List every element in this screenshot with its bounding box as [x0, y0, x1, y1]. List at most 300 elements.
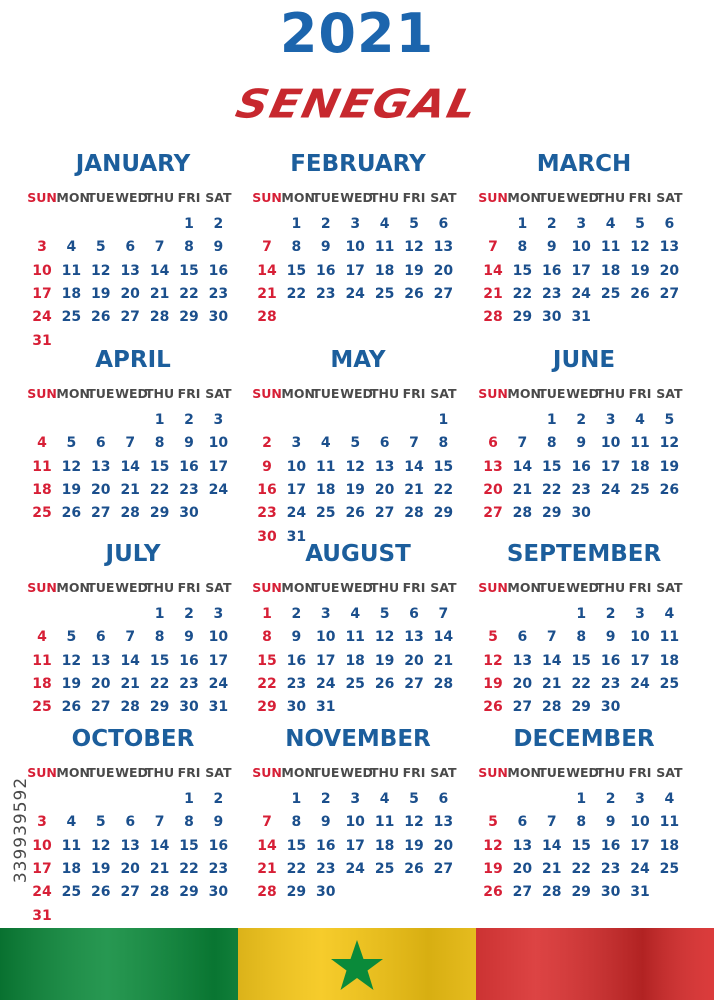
weekday-sun: SUN — [27, 386, 57, 401]
day-cell: 24 — [345, 285, 365, 302]
day-cell: 21 — [257, 285, 277, 302]
day-cell: 2 — [546, 216, 557, 232]
day-cell: 21 — [512, 481, 533, 498]
day-cell: 3 — [213, 606, 224, 622]
day-cell: 18 — [374, 262, 395, 279]
day-cell: 9 — [320, 239, 331, 256]
day-cell: 24 — [571, 285, 591, 302]
day-cell: 7 — [409, 435, 419, 452]
weekday-tue: TUE — [538, 580, 566, 595]
weekday-thu: THU — [145, 765, 175, 780]
day-cell: 20 — [433, 837, 454, 854]
day-cell: 31 — [32, 332, 52, 349]
day-cell: 9 — [546, 239, 557, 256]
day-cell: 13 — [120, 837, 140, 854]
day-cell: 8 — [184, 239, 194, 256]
day-cell: 4 — [379, 791, 390, 807]
day-cell: 6 — [517, 629, 528, 646]
month-name: MAY — [330, 347, 386, 373]
weekday-tue: TUE — [87, 580, 115, 595]
day-cell: 19 — [374, 652, 395, 669]
day-cell: 28 — [483, 309, 503, 326]
day-cell: 15 — [571, 837, 591, 854]
weekday-mon: MON — [507, 190, 541, 205]
day-cell: 4 — [664, 606, 675, 622]
day-cell: 10 — [571, 239, 591, 256]
day-cell: 18 — [345, 652, 365, 669]
weekday-mon: MON — [56, 190, 90, 205]
weekday-thu: THU — [370, 386, 400, 401]
day-cell: 27 — [433, 860, 454, 877]
day-cell: 1 — [291, 216, 302, 232]
day-cell: 19 — [483, 860, 503, 877]
day-cell: 8 — [546, 435, 557, 452]
day-cell: 6 — [517, 814, 528, 831]
day-cell: 6 — [95, 629, 106, 646]
day-cell: 22 — [286, 285, 307, 302]
day-cell: 28 — [433, 675, 454, 692]
day-cell: 29 — [257, 699, 277, 716]
weekday-fri: FRI — [628, 386, 652, 401]
senegal-flag — [0, 928, 714, 1000]
day-cell: 24 — [32, 884, 52, 901]
day-cell: 2 — [213, 791, 224, 807]
day-cell: 6 — [488, 435, 498, 452]
day-cell: 15 — [433, 458, 454, 475]
weekday-sat: SAT — [430, 190, 457, 205]
weekday-fri: FRI — [628, 765, 652, 780]
day-cell: 12 — [659, 435, 680, 452]
day-cell: 31 — [32, 907, 52, 924]
day-cell: 28 — [512, 505, 533, 522]
day-cell: 11 — [374, 239, 395, 256]
day-cell: 30 — [286, 699, 307, 716]
day-cell: 18 — [659, 837, 680, 854]
day-cell: 21 — [120, 675, 140, 692]
day-cell: 1 — [576, 791, 587, 807]
day-cell: 12 — [483, 837, 503, 854]
weekday-sat: SAT — [656, 765, 683, 780]
day-cell: 15 — [286, 262, 307, 279]
day-cell: 23 — [316, 860, 336, 877]
day-cell: 26 — [61, 505, 82, 522]
day-cell: 16 — [257, 481, 277, 498]
weekday-sat: SAT — [205, 190, 232, 205]
weekday-thu: THU — [596, 580, 626, 595]
weekday-sun: SUN — [478, 190, 508, 205]
day-cell: 12 — [483, 652, 503, 669]
day-cell: 5 — [635, 216, 645, 232]
day-cell: 16 — [208, 262, 229, 279]
day-cell: 11 — [316, 458, 336, 475]
day-cell: 5 — [409, 791, 419, 807]
month-name: FEBRUARY — [290, 151, 426, 177]
day-cell: 14 — [120, 458, 140, 475]
day-cell: 26 — [404, 860, 424, 877]
weekday-wed: WED — [115, 580, 148, 595]
weekday-mon: MON — [281, 190, 315, 205]
weekday-thu: THU — [145, 386, 175, 401]
day-cell: 11 — [61, 837, 82, 854]
day-cell: 22 — [512, 285, 533, 302]
day-cell: 9 — [605, 814, 616, 831]
day-cell: 21 — [433, 652, 454, 669]
day-cell: 14 — [149, 262, 170, 279]
day-cell: 1 — [154, 606, 165, 622]
weekday-sun: SUN — [27, 190, 57, 205]
day-cell: 13 — [433, 239, 454, 256]
day-cell: 5 — [488, 814, 498, 831]
day-cell: 15 — [257, 652, 277, 669]
day-cell: 19 — [91, 285, 111, 302]
day-cell: 13 — [91, 652, 111, 669]
day-cell: 8 — [438, 435, 449, 452]
day-cell: 18 — [316, 481, 336, 498]
weekday-fri: FRI — [177, 580, 201, 595]
weekday-sun: SUN — [27, 765, 57, 780]
day-cell: 6 — [379, 435, 390, 452]
day-cell: 10 — [32, 837, 52, 854]
weekday-tue: TUE — [538, 386, 566, 401]
day-cell: 28 — [120, 505, 140, 522]
day-cell: 23 — [571, 481, 591, 498]
weekday-wed: WED — [566, 386, 599, 401]
weekday-wed: WED — [566, 580, 599, 595]
day-cell: 19 — [345, 481, 365, 498]
day-cell: 17 — [630, 837, 650, 854]
weekday-mon: MON — [281, 386, 315, 401]
day-cell: 19 — [630, 262, 650, 279]
weekday-wed: WED — [566, 765, 599, 780]
day-cell: 29 — [542, 505, 562, 522]
weekday-sat: SAT — [656, 190, 683, 205]
day-cell: 13 — [433, 814, 454, 831]
day-cell: 18 — [659, 652, 680, 669]
day-cell: 7 — [262, 239, 272, 256]
day-cell: 25 — [374, 860, 395, 877]
day-cell: 12 — [61, 652, 82, 669]
day-cell: 7 — [546, 814, 557, 831]
day-cell: 19 — [404, 837, 424, 854]
day-cell: 8 — [154, 629, 165, 646]
weekday-thu: THU — [596, 386, 626, 401]
day-cell: 15 — [179, 262, 199, 279]
weekday-wed: WED — [340, 580, 373, 595]
country-title: SENEGAL — [231, 81, 483, 128]
weekday-mon: MON — [56, 580, 90, 595]
day-cell: 27 — [512, 699, 533, 716]
weekday-mon: MON — [281, 765, 315, 780]
day-cell: 19 — [61, 481, 82, 498]
day-cell: 6 — [664, 216, 675, 232]
weekday-fri: FRI — [628, 190, 652, 205]
day-cell: 10 — [600, 435, 621, 452]
day-cell: 16 — [316, 837, 336, 854]
day-cell: 5 — [95, 239, 106, 256]
day-cell: 3 — [37, 814, 47, 831]
day-cell: 29 — [286, 884, 307, 901]
weekday-sun: SUN — [252, 765, 282, 780]
day-cell: 25 — [61, 884, 82, 901]
day-cell: 5 — [66, 435, 77, 452]
day-cell: 25 — [61, 309, 82, 326]
day-cell: 20 — [374, 481, 395, 498]
day-cell: 10 — [630, 814, 650, 831]
day-cell: 4 — [379, 216, 390, 232]
day-cell: 18 — [600, 262, 621, 279]
day-cell: 11 — [374, 814, 395, 831]
day-cell: 11 — [600, 239, 621, 256]
month-name: DECEMBER — [513, 726, 655, 752]
day-cell: 5 — [350, 435, 361, 452]
day-cell: 30 — [257, 528, 277, 545]
day-cell: 20 — [91, 675, 111, 692]
day-cell: 29 — [512, 309, 533, 326]
day-cell: 17 — [208, 652, 229, 669]
day-cell: 1 — [184, 791, 194, 807]
day-cell: 20 — [404, 652, 424, 669]
day-cell: 5 — [488, 629, 498, 646]
day-cell: 18 — [32, 481, 52, 498]
weekday-thu: THU — [370, 580, 400, 595]
day-cell: 18 — [32, 675, 52, 692]
day-cell: 6 — [409, 606, 419, 622]
weekday-sat: SAT — [205, 580, 232, 595]
day-cell: 2 — [320, 216, 331, 232]
weekday-wed: WED — [115, 190, 148, 205]
day-cell: 25 — [32, 505, 52, 522]
day-cell: 6 — [125, 814, 136, 831]
day-cell: 31 — [208, 699, 229, 716]
day-cell: 7 — [154, 239, 165, 256]
day-cell: 3 — [37, 239, 47, 256]
day-cell: 3 — [635, 606, 645, 622]
day-cell: 5 — [409, 216, 419, 232]
weekday-thu: THU — [145, 190, 175, 205]
weekday-thu: THU — [145, 580, 175, 595]
day-cell: 8 — [291, 239, 302, 256]
day-cell: 20 — [91, 481, 111, 498]
day-cell: 26 — [404, 285, 424, 302]
day-cell: 11 — [32, 652, 52, 669]
weekday-wed: WED — [340, 386, 373, 401]
day-cell: 16 — [179, 652, 199, 669]
weekday-tue: TUE — [312, 386, 340, 401]
day-cell: 20 — [483, 481, 503, 498]
weekday-wed: WED — [115, 765, 148, 780]
day-cell: 11 — [630, 435, 650, 452]
day-cell: 2 — [576, 412, 587, 428]
day-cell: 17 — [345, 837, 365, 854]
day-cell: 3 — [291, 435, 302, 452]
day-cell: 2 — [184, 606, 194, 622]
day-cell: 7 — [488, 239, 498, 256]
day-cell: 10 — [630, 629, 650, 646]
day-cell: 17 — [571, 262, 591, 279]
day-cell: 23 — [316, 285, 336, 302]
day-cell: 15 — [512, 262, 533, 279]
day-cell: 6 — [95, 435, 106, 452]
weekday-sun: SUN — [252, 580, 282, 595]
weekday-sat: SAT — [205, 765, 232, 780]
day-cell: 4 — [66, 239, 77, 256]
day-cell: 21 — [542, 675, 562, 692]
weekday-sat: SAT — [430, 580, 457, 595]
weekday-fri: FRI — [402, 580, 426, 595]
day-cell: 19 — [659, 458, 680, 475]
day-cell: 3 — [576, 216, 587, 232]
day-cell: 24 — [316, 675, 336, 692]
day-cell: 15 — [542, 458, 562, 475]
weekday-tue: TUE — [312, 765, 340, 780]
day-cell: 27 — [91, 505, 111, 522]
day-cell: 14 — [483, 262, 503, 279]
day-cell: 13 — [483, 458, 503, 475]
day-cell: 28 — [257, 884, 277, 901]
day-cell: 5 — [66, 629, 77, 646]
day-cell: 15 — [149, 458, 170, 475]
day-cell: 1 — [184, 216, 194, 232]
day-cell: 22 — [433, 481, 454, 498]
day-cell: 22 — [571, 860, 591, 877]
day-cell: 18 — [61, 285, 82, 302]
month-name: SEPTEMBER — [506, 541, 662, 567]
day-cell: 10 — [286, 458, 307, 475]
day-cell: 23 — [179, 675, 199, 692]
day-cell: 13 — [404, 629, 424, 646]
day-cell: 6 — [125, 239, 136, 256]
day-cell: 9 — [184, 629, 194, 646]
day-cell: 27 — [91, 699, 111, 716]
day-cell: 15 — [149, 652, 170, 669]
day-cell: 14 — [542, 837, 562, 854]
weekday-sat: SAT — [430, 386, 457, 401]
day-cell: 3 — [350, 791, 361, 807]
day-cell: 20 — [120, 860, 140, 877]
year-title: 2021 — [279, 2, 435, 65]
day-cell: 28 — [404, 505, 424, 522]
day-cell: 22 — [149, 675, 170, 692]
day-cell: 27 — [659, 285, 680, 302]
day-cell: 14 — [120, 652, 140, 669]
weekday-tue: TUE — [312, 190, 340, 205]
weekday-sat: SAT — [656, 580, 683, 595]
day-cell: 11 — [659, 629, 680, 646]
day-cell: 25 — [374, 285, 395, 302]
day-cell: 28 — [149, 884, 170, 901]
day-cell: 27 — [374, 505, 395, 522]
weekday-fri: FRI — [177, 386, 201, 401]
day-cell: 27 — [433, 285, 454, 302]
day-cell: 24 — [600, 481, 621, 498]
day-cell: 12 — [404, 814, 424, 831]
weekday-fri: FRI — [402, 386, 426, 401]
day-cell: 16 — [208, 837, 229, 854]
day-cell: 14 — [149, 837, 170, 854]
watermark — [6, 760, 30, 920]
day-cell: 10 — [316, 629, 336, 646]
day-cell: 25 — [630, 481, 650, 498]
weekday-sun: SUN — [478, 386, 508, 401]
day-cell: 14 — [257, 837, 277, 854]
day-cell: 23 — [208, 860, 229, 877]
weekday-mon: MON — [507, 580, 541, 595]
day-cell: 26 — [630, 285, 650, 302]
watermark-id: 339939592 — [11, 776, 31, 884]
weekday-thu: THU — [370, 190, 400, 205]
weekday-wed: WED — [340, 765, 373, 780]
weekday-sat: SAT — [205, 386, 232, 401]
day-cell: 31 — [630, 884, 650, 901]
day-cell: 9 — [184, 435, 194, 452]
day-cell: 26 — [483, 699, 503, 716]
day-cell: 12 — [91, 837, 111, 854]
day-cell: 19 — [404, 262, 424, 279]
day-cell: 4 — [664, 791, 675, 807]
month-name: MARCH — [536, 151, 632, 177]
day-cell: 19 — [61, 675, 82, 692]
weekday-mon: MON — [507, 765, 541, 780]
day-cell: 25 — [32, 699, 52, 716]
day-cell: 22 — [571, 675, 591, 692]
day-cell: 16 — [316, 262, 336, 279]
day-cell: 15 — [179, 837, 199, 854]
day-cell: 21 — [120, 481, 140, 498]
day-cell: 22 — [149, 481, 170, 498]
day-cell: 6 — [438, 216, 449, 232]
day-cell: 7 — [517, 435, 528, 452]
weekday-fri: FRI — [177, 765, 201, 780]
day-cell: 9 — [213, 814, 224, 831]
day-cell: 23 — [600, 860, 621, 877]
day-cell: 7 — [125, 435, 136, 452]
day-cell: 26 — [91, 309, 111, 326]
day-cell: 25 — [345, 675, 365, 692]
day-cell: 10 — [345, 239, 365, 256]
day-cell: 9 — [605, 629, 616, 646]
day-cell: 20 — [512, 860, 533, 877]
day-cell: 20 — [120, 285, 140, 302]
weekday-sat: SAT — [430, 765, 457, 780]
day-cell: 24 — [286, 505, 307, 522]
day-cell: 15 — [571, 652, 591, 669]
day-cell: 28 — [120, 699, 140, 716]
day-cell: 3 — [605, 412, 616, 428]
day-cell: 31 — [571, 309, 591, 326]
weekday-fri: FRI — [402, 190, 426, 205]
day-cell: 4 — [37, 629, 47, 646]
day-cell: 10 — [208, 629, 229, 646]
day-cell: 20 — [659, 262, 680, 279]
day-cell: 11 — [61, 262, 82, 279]
day-cell: 1 — [262, 606, 272, 622]
day-cell: 21 — [404, 481, 424, 498]
day-cell: 18 — [61, 860, 82, 877]
day-cell: 13 — [120, 262, 140, 279]
day-cell: 24 — [32, 309, 52, 326]
day-cell: 12 — [630, 239, 650, 256]
day-cell: 3 — [320, 606, 331, 622]
day-cell: 13 — [659, 239, 680, 256]
weekday-mon: MON — [507, 386, 541, 401]
day-cell: 13 — [512, 837, 533, 854]
day-cell: 29 — [571, 699, 591, 716]
day-cell: 21 — [257, 860, 277, 877]
day-cell: 12 — [374, 629, 395, 646]
day-cell: 7 — [154, 814, 165, 831]
day-cell: 7 — [546, 629, 557, 646]
day-cell: 29 — [149, 699, 170, 716]
